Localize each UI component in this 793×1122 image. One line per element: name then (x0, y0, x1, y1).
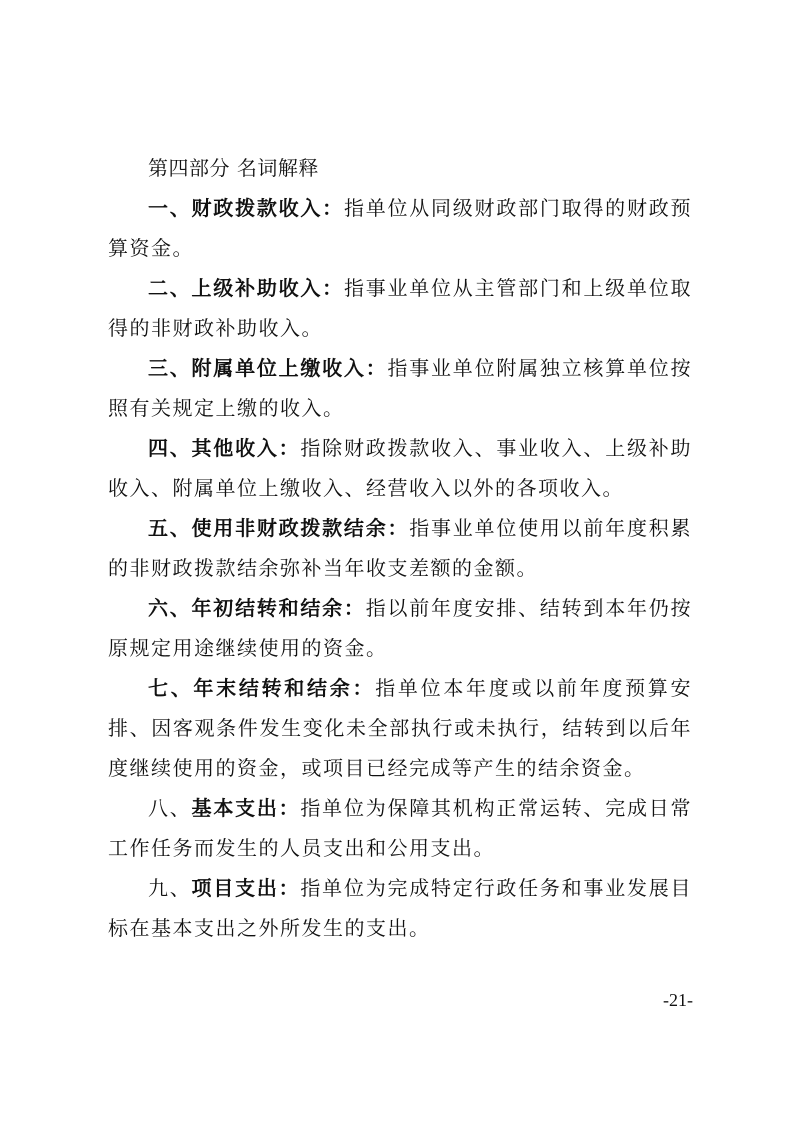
term-paragraph-2 (108, 268, 692, 348)
term-paragraph-9 (108, 868, 692, 948)
term-definition: 指除财政拨款收入、事业收入、上级补助收入、附属单位上缴收入、经营收入以外的各项收入。 (108, 436, 693, 500)
section-title: 第四部分 名词解释 (148, 156, 319, 180)
term-label: 六、年初结转和结余： (148, 596, 366, 620)
term-paragraph-6 (108, 588, 692, 668)
term-definition: 指单位本年度或以前年度预算安排、因客观条件发生变化未全部执行或未执行，结转到以后年度继续使用的资金，或项目已经完成等产生的结余资金。 (108, 676, 693, 780)
term-definition: 指单位从同级财政部门取得的财政预算资金。 (108, 196, 692, 260)
term-definition: 指事业单位附属独立核算单位按照有关规定上缴的收入。 (108, 356, 693, 420)
term-label: 五、使用非财政拨款结余： (148, 516, 410, 540)
term-paragraph-8 (108, 788, 692, 868)
term-label: 一、财政拨款收入： (148, 196, 344, 220)
term-paragraph-3 (108, 348, 692, 428)
term-number: 九、 (148, 876, 192, 900)
term-paragraph-7 (108, 668, 692, 788)
page-number: -21- (663, 990, 693, 1010)
term-label: 四、其他收入： (148, 436, 301, 460)
term-label: 基本支出： (191, 796, 301, 820)
term-definition: 指事业单位使用以前年度积累的非财政拨款结余弥补当年收支差额的金额。 (108, 516, 692, 580)
term-paragraph-5 (108, 508, 692, 588)
term-paragraph-4 (108, 428, 692, 508)
term-label: 三、附属单位上缴收入： (148, 356, 388, 380)
term-label: 二、上级补助收入： (148, 276, 344, 300)
term-paragraph-1 (108, 188, 692, 268)
term-number: 八、 (148, 796, 192, 820)
document-content (108, 148, 692, 948)
term-definition: 指事业单位从主管部门和上级单位取得的非财政补助收入。 (108, 276, 692, 340)
term-definition: 指以前年度安排、结转到本年仍按原规定用途继续使用的资金。 (108, 596, 693, 660)
term-definition: 指单位为完成特定行政任务和事业发展目标在基本支出之外所发生的支出。 (108, 876, 693, 940)
term-definition: 指单位为保障其机构正常运转、完成日常工作任务而发生的人员支出和公用支出。 (108, 796, 693, 860)
term-label: 七、年末结转和结余： (148, 676, 376, 700)
term-label: 项目支出： (191, 876, 301, 900)
